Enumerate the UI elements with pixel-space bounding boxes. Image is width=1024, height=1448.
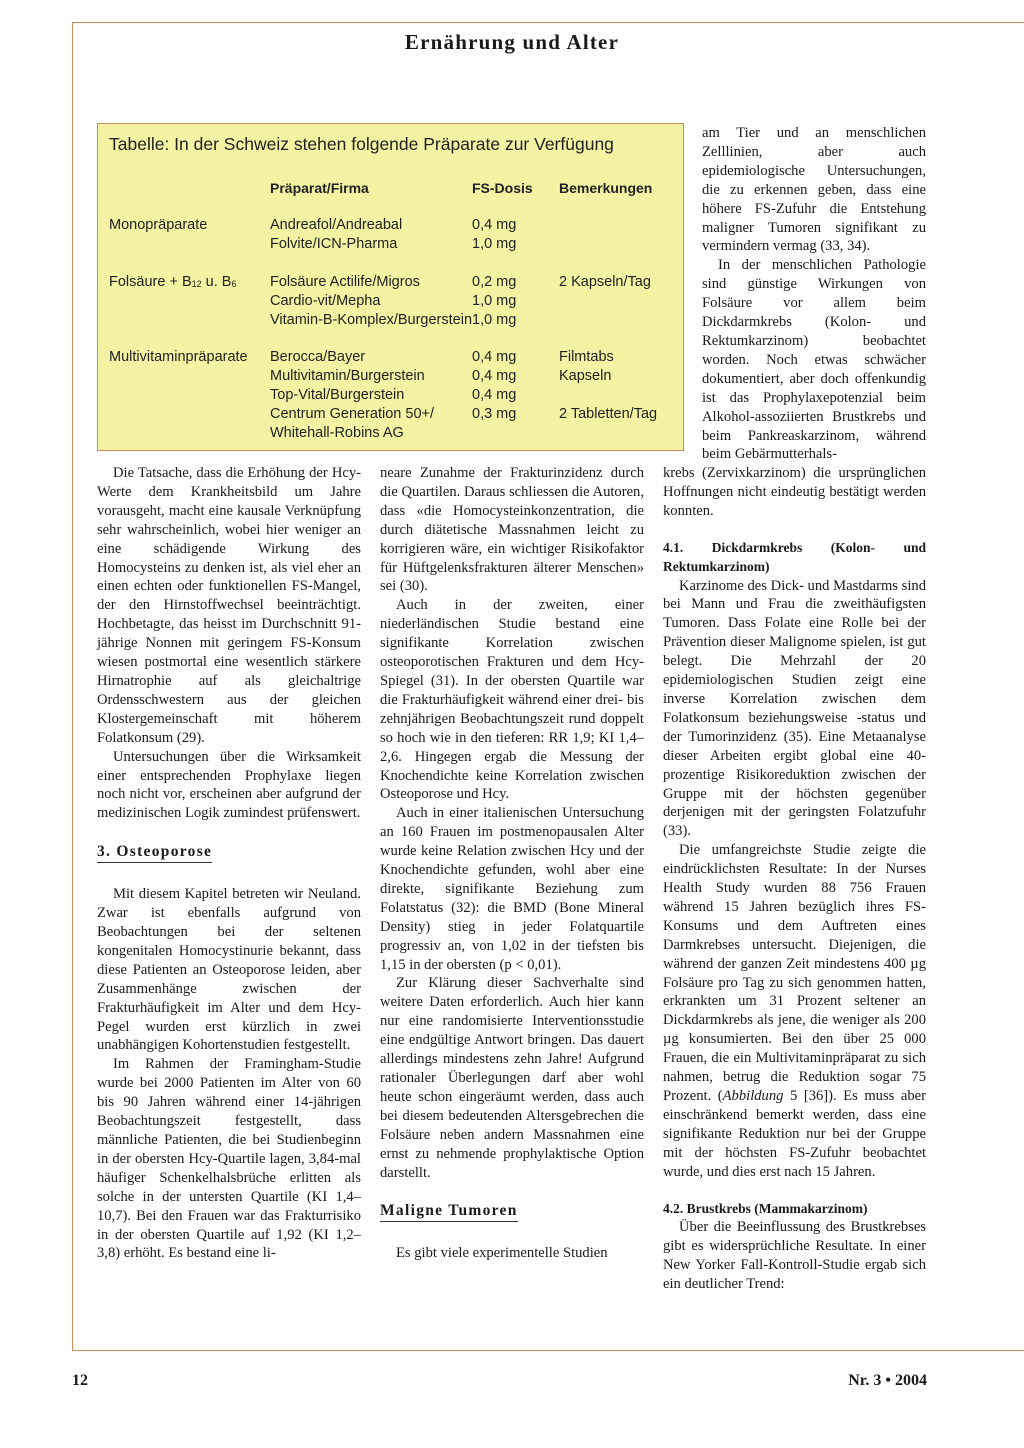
paragraph: am Tier und an menschlichen Zelllinien, aber auch epidemiologische Untersuchungen, die zu erkennen geben, dass eine höhere FS-Zufuhr die Entstehung maligner Tumoren signifikant zu vermindern vermag (33, 34). (702, 125, 926, 255)
frame-top-rule (72, 22, 1024, 23)
preparations-table (97, 123, 684, 451)
text-column-1 (97, 464, 361, 1263)
table-cell-remark: Kapseln (559, 368, 612, 384)
table-cell-dose: 1,0 mg (472, 312, 517, 328)
table-header-dose: FS-Dosis (472, 180, 533, 196)
table-cell-dose: 0,3 mg (472, 406, 517, 422)
table-cell-product: Folsäure Actilife/Migros (270, 274, 420, 290)
table-cell-dose: 1,0 mg (472, 236, 517, 252)
table-cell-product: Vitamin-B-Komplex/Burgerstein (270, 312, 473, 328)
frame-bottom-rule (72, 1350, 1024, 1351)
running-header: Ernährung und Alter (404, 30, 620, 54)
paragraph: Untersuchungen über die Wirksamkeit einer entsprechenden Prophylaxe liegen noch nicht vor, erscheinen aber aufgrund der medizinischen Logik zumindest prüfenswert. (97, 748, 361, 822)
issue-label: Nr. 3 • 2004 (848, 1372, 927, 1389)
table-header-product: Präparat/Firma (270, 180, 369, 196)
section-heading-maligne-tumoren: Maligne Tumoren (380, 1202, 518, 1222)
table-group-multi: Multivitaminpräparate (109, 349, 248, 365)
table-cell-product: Berocca/Bayer (270, 349, 366, 365)
table-title: Tabelle: In der Schweiz stehen folgende Präparate zur Verfügung (109, 134, 614, 154)
text-column-2 (380, 464, 644, 1263)
table-cell-dose: 0,4 mg (472, 368, 517, 384)
table-header-remarks: Bemerkungen (559, 180, 653, 196)
table-cell-product: Multivitamin/Burgerstein (270, 368, 425, 384)
paragraph: Die Tatsache, dass die Erhöhung der Hcy-Werte dem Krankheitsbild um Jahre vorausgeht, macht eine kausale Verknüpfung sehr wahrscheinlich, wobei hier weniger an eine schädigende Wirkung des Homocysteins zu denken ist, als viel eher an einen echten oder funktionellen FS-Mangel, der den Hirnstoffwechsel beeinträchtigt. Hochbetagte, das heisst im Durchschnitt 91-jährige Nonnen mit geringem FS-Konsum wiesen postmortal eine wesentlich stärkere Hirnatrophie auf als gleichaltrige Ordensschwestern aus der gleichen Klostergemeinschaft mit höherem Folatkonsum (29). (97, 465, 361, 746)
paragraph: krebs (Zervixkarzinom) die ursprünglichen Hoffnungen nicht eindeutig bestätigt werden konnten. (663, 465, 926, 519)
text-column-3-top (702, 124, 926, 464)
table-cell-product: Whitehall-Robins AG (270, 425, 404, 441)
table-cell-dose: 0,4 mg (472, 349, 517, 365)
paragraph: Es gibt viele experimentelle Studien (396, 1245, 608, 1262)
paragraph: Auch in einer italienischen Untersuchung an 160 Frauen im postmenopausalen Alter wurde keine Relation zwischen Hcy und der Knochendichte gefunden, wohl aber eine direkte, signifikante Beziehung zum Folatstatus (32): die BMD (Bone Mineral Density) stieg in jeder Folatquartile progressiv an, von 1,02 in der tiefsten bis 1,15 in der obersten (p < 0,01). (380, 805, 644, 973)
table-cell-product: Centrum Generation 50+/ (270, 406, 435, 422)
paragraph: Auch in der zweiten, einer niederländischen Studie bestand eine signifikante Korrelation zwischen osteoporotischen Frakturen und dem Hcy-Spiegel (31). In der obersten Quartile war die Frakturhäufigkeit während einer drei- bis zehnjährigen Beobachtungszeit rund doppelt so hoch wie in den tieferen: RR 1,9; KI 1,4–2,6. Hingegen ergab die Messung der Knochendichte keine Korrelation zwischen Osteoporose und Hcy. (380, 597, 644, 803)
table-cell-remark: 2 Tabletten/Tag (559, 406, 658, 422)
table-cell-remark: 2 Kapseln/Tag (559, 274, 651, 290)
paragraph: Im Rahmen der Framingham-Studie wurde bei 2000 Patienten im Alter von 60 bis 90 Jahren während einer 14-jährigen Beobachtungszeit festgestellt, dass männliche Patienten, die bei Studienbeginn in der obersten Hcy-Quartile lagen, 3,84-mal häufiger Schenkelhalsbrüche erlitten als solche in der untersten Quartile (KI 1,4–10,7). Bei den Frauen war das Frakturrisiko in der obersten Quartile auf 1,92 (KI 1,2–3,8) erhöht. Es bestand eine li- (97, 1056, 361, 1262)
paragraph: Die umfangreichste Studie zeigte die eindrücklichsten Resultate: In der Nurses Health Study wurden 88 756 Frauen während 15 Jahren bezüglich ihres FS-Konsums und dem Auftreten eines Darmkrebses untersucht. Diejenigen, die während der ganzen Zeit mindestens 400 µg Folsäure pro Tag zu sich genommen hatten, erkrankten um 31 Prozent seltener an Dickdarmkrebs als jene, die weniger als 200 µg konsumierten. Bei den über 25 000 Frauen, die ein Multivitaminpräparat zu sich nahmen, betrug die Reduktion sogar 75 Prozent. (Abbildung 5 [36]). Es muss aber einschränkend bemerkt werden, dass eine signifikante Reduktion nur bei der Gruppe mit der höchsten FS-Zufuhr beobachtet wurde, und dies erst nach 15 Jahren. (663, 842, 926, 1180)
table-cell-dose: 0,4 mg (472, 387, 517, 403)
subsection-heading-dickdarmkrebs: 4.1. Dickdarmkrebs (Kolon- und Rektumkarzinom) (663, 539, 926, 574)
table-cell-dose: 0,4 mg (472, 217, 517, 233)
table-cell-remark: Filmtabs (559, 349, 614, 365)
paragraph: In der menschlichen Pathologie sind günstige Wirkungen von Folsäure vor allem beim Dickdarmkrebs (Kolon- und Rektumkarzinom) beobachtet worden. Noch etwas schwächer dokumentiert, aber doch offenkundig ist das Prophylaxepotenzial beim Alkohol-assoziierten Brustkrebs und beim Pankreaskarzinom, während beim Gebärmutterhals- (702, 257, 926, 463)
table-group-mono: Monopräparate (109, 217, 208, 233)
text-column-3 (663, 464, 926, 1294)
paragraph: Mit diesem Kapitel betreten wir Neuland. Zwar ist ebenfalls aufgrund von Beobachtungen bei der seltenen kongenitalen Homocystinurie bekannt, dass diese Patienten an Osteoporose leiden, aber Zusammenhänge zwischen der Frakturhäufigkeit im Alter und dem Hcy-Pegel wurden erst kürzlich in zwei unabhängigen Kohortenstudien festgestellt. (97, 886, 361, 1054)
subsection-heading-brustkrebs: 4.2. Brustkrebs (Mammakarzinom) (663, 1200, 868, 1216)
paragraph: neare Zunahme der Frakturinzidenz durch die Quartilen. Daraus schliessen die Autoren, dass «die Homocysteinkonzentration, die durch diätetische Massnahmen leicht zu korrigieren wäre, ein wichtiger Risikofaktor für Hüftgelenksfrakturen älterer Menschen» sei (30). (380, 465, 644, 595)
paragraph: Karzinome des Dick- und Mastdarms sind bei Mann und Frau die zweithäufigsten Tumoren. Dass Folate eine Rolle bei der Prävention dieser Malignome spielen, ist gut belegt. Die Mehrzahl der 20 epidemiologischen Studien zeigt eine inverse Korrelation zwischen dem Folatkonsum beziehungsweise -status und der Tumorinzidenz (35). Eine Metaanalyse dieser Arbeiten ergibt global eine 40-prozentige Risikoreduktion zwischen der Gruppe mit der höchsten gegenüber derjenigen mit der geringsten Folatzufuhr (33). (663, 577, 926, 840)
table-cell-dose: 1,0 mg (472, 293, 517, 309)
table-cell-product: Cardio-vit/Mepha (270, 293, 381, 309)
table-cell-dose: 0,2 mg (472, 274, 517, 290)
paragraph: Über die Beeinflussung des Brustkrebses gibt es widersprüchliche Resultate. In einer New Yorker Fall-Kontroll-Studie ergab sich ein deutlicher Trend: (663, 1219, 926, 1293)
frame-left-rule (72, 22, 73, 1350)
table-cell-product: Folvite/ICN-Pharma (270, 236, 398, 252)
table-cell-product: Top-Vital/Burgerstein (270, 387, 405, 403)
table-cell-product: Andreafol/Andreabal (270, 217, 403, 233)
section-heading-osteoporose: 3. Osteoporose (97, 843, 212, 863)
table-group-folic: Folsäure + $B_{12}$ u. $B_6$ (109, 274, 237, 290)
page-number: 12 (72, 1372, 88, 1389)
paragraph: Zur Klärung dieser Sachverhalte sind weitere Daten erforderlich. Auch hier kann nur eine randomisierte Interventionsstudie eine endgültige Antwort bringen. Das dauert allerdings mindestens zehn Jahre! Aufgrund rationaler Überlegungen darf aber wohl heute schon eingeräumt werden, dass auch bei diesem bedeutenden Altersgebrechen die Folsäure neben andern Massnahmen eine ernst zu nehmende prophylaktische Option darstellt. (380, 975, 644, 1181)
